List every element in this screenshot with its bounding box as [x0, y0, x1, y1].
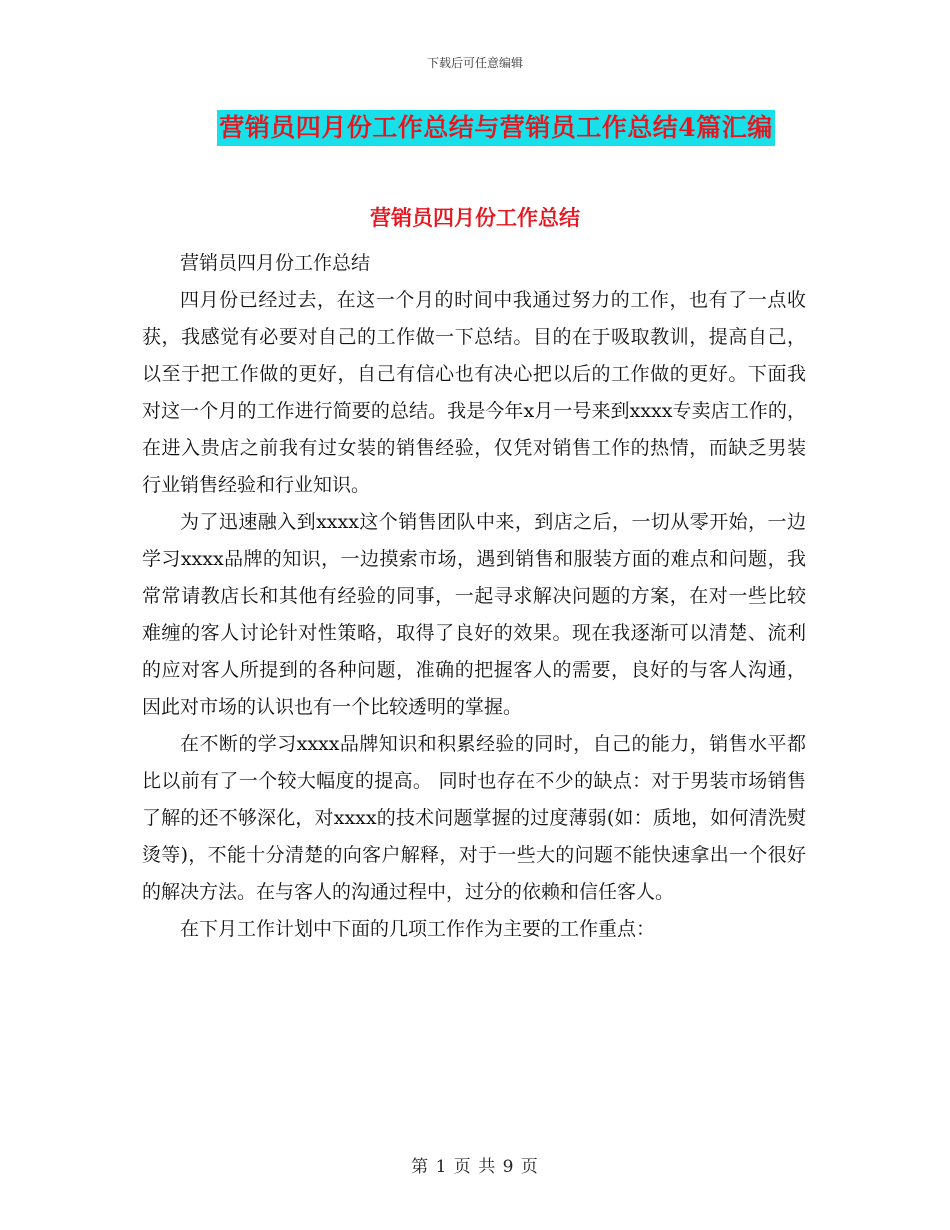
paragraph: 四月份已经过去，在这一个月的时间中我通过努力的工作，也有了一点收获，我感觉有必要对自己的工作做一下总结。目的在于吸取教训，提高自己，以至于把工作做的更好，自己有信心也有决心把以后的工作做的更好。下面我对这一个月的工作进行简要的总结。我是今年x月一号来到xxxx专卖店工作的，在进入贵店之前我有过女装的销售经验，仅凭对销售工作的热情，而缺乏男装行业销售经验和行业知识。 [142, 289, 806, 496]
paragraph: 在不断的学习xxxx品牌知识和积累经验的同时，自己的能力，销售水平都比以前有了一个较大幅度的提高。 同时也存在不少的缺点：对于男装市场销售了解的还不够深化，对xxxx的技术问题掌握的过度薄弱(如：质地，如何清洗熨烫等)，不能十分清楚的向客户解释，对于一些大的问题不能快速拿出一个很好的解决方法。在与客人的沟通过程中，过分的依赖和信任客人。 [142, 733, 806, 903]
header-note: 下载后可任意编辑 [426, 56, 523, 70]
document-body [142, 245, 806, 948]
document-title: 营销员四月份工作总结与营销员工作总结4篇汇编 [217, 110, 774, 146]
section-title: 营销员四月份工作总结 [370, 205, 580, 230]
paragraph: 营销员四月份工作总结 [180, 252, 371, 274]
page-number-footer: 第 1 页 共 9 页 [411, 1157, 539, 1177]
paragraph: 在下月工作计划中下面的几项工作作为主要的工作重点： [180, 918, 656, 940]
paragraph: 为了迅速融入到xxxx这个销售团队中来，到店之后，一切从零开始，一边学习xxxx品牌的知识，一边摸索市场，遇到销售和服装方面的难点和问题，我常常请教店长和其他有经验的同事，一起寻求解决问题的方案，在对一些比较难缠的客人讨论针对性策略，取得了良好的效果。现在我逐渐可以清楚、流利的应对客人所提到的各种问题，准确的把握客人的需要，良好的与客人沟通，因此对市场的认识也有一个比较透明的掌握。 [142, 511, 806, 718]
document-title-container [0, 110, 950, 146]
